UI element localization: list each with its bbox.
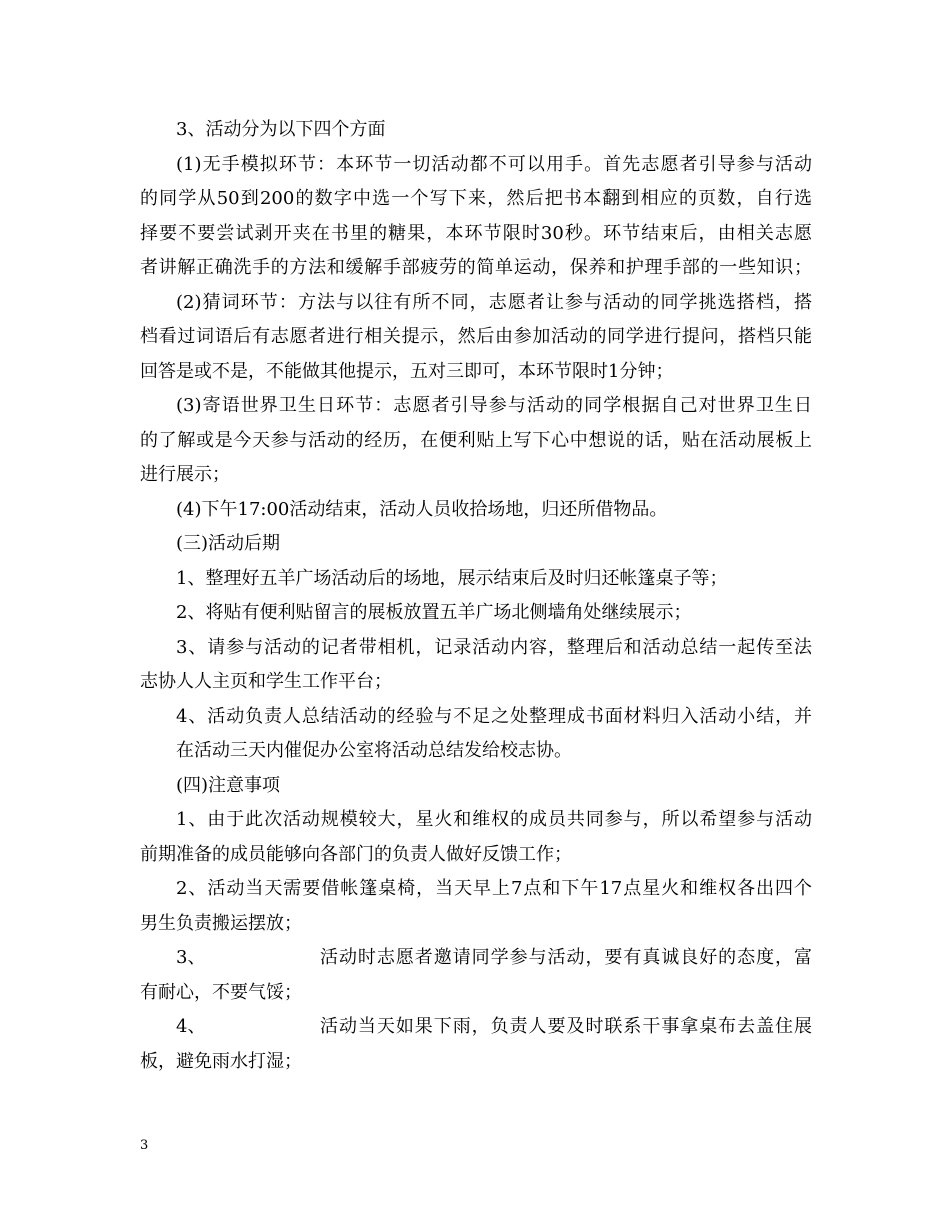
paragraph-line: 2、将贴有便利贴留言的展板放置五羊广场北侧墙角处继续展示； (176, 602, 692, 623)
paragraph-line: 男生负责搬运摆放； (140, 912, 302, 934)
paragraph-line: 的同学从50到200的数字中选一个写下来，然后把书本翻到相应的页数，自行选 (140, 188, 812, 209)
list-number: 4、 (176, 1016, 206, 1037)
paragraph-line: 3、活动分为以下四个方面 (176, 119, 386, 140)
paragraph-line: 择要不要尝试剥开夹在书里的糖果，本环节限时30秒。环节结束后，由相关志愿 (140, 222, 812, 244)
paragraph-line: 进行展示； (140, 464, 230, 485)
paragraph-line: 1、由于此次活动规模较大，星火和维权的成员共同参与，所以希望参与活动 (176, 809, 812, 830)
document-body (140, 113, 812, 1079)
paragraph-line: 在活动三天内催促办公室将活动总结发给校志协。 (176, 740, 572, 761)
paragraph-line: 板，避免雨水打湿； (140, 1050, 302, 1072)
list-text: 活动时志愿者邀请同学参与活动，要有真诚良好的态度，富 (320, 947, 812, 968)
paragraph-line: 有耐心，不要气馁； (140, 981, 302, 1003)
paragraph-line: 志协人人主页和学生工作平台； (140, 671, 392, 692)
paragraph-line: 档看过词语后有志愿者进行相关提示，然后由参加活动的同学进行提问，搭档只能 (140, 326, 812, 347)
paragraph-line: 回答是或不是，不能做其他提示，五对三即可，本环节限时1分钟； (140, 360, 674, 382)
paragraph-line: 者讲解正确洗手的方法和缓解手部疲劳的简单运动，保养和护理手部的一些知识； (140, 257, 812, 278)
paragraph-line: 的了解或是今天参与活动的经历，在便利贴上写下心中想说的话，贴在活动展板上 (140, 429, 812, 451)
section-heading: (三)活动后期 (176, 533, 281, 554)
paragraph-line: (1)无手模拟环节：本环节一切活动都不可以用手。首先志愿者引导参与活动 (176, 153, 812, 175)
section-heading: (四)注意事项 (176, 774, 281, 796)
paragraph-line: 前期准备的成员能够向各部门的负责人做好反馈工作； (140, 843, 572, 865)
list-text: 活动当天如果下雨，负责人要及时联系干事拿桌布去盖住展 (320, 1016, 812, 1037)
paragraph-line: 1、整理好五羊广场活动后的场地，展示结束后及时归还帐篷桌子等； (176, 567, 728, 589)
list-number: 3、 (176, 947, 206, 968)
paragraph-line: (2)猜词环节：方法与以往有所不同，志愿者让参与活动的同学挑选搭档，搭 (176, 291, 812, 313)
paragraph-line: 4、活动负责人总结活动的经验与不足之处整理成书面材料归入活动小结，并 (176, 705, 812, 727)
page-number: 3 (140, 1138, 149, 1153)
paragraph-line: (3)寄语世界卫生日环节：志愿者引导参与活动的同学根据自己对世界卫生日 (176, 395, 812, 416)
paragraph-line: 2、活动当天需要借帐篷桌椅，当天早上7点和下午17点星火和维权各出四个 (176, 878, 812, 899)
paragraph-line (140, 1010, 812, 1045)
paragraph-line: 3、请参与活动的记者带相机，记录活动内容，整理后和活动总结一起传至法 (176, 636, 812, 658)
paragraph-line (140, 941, 812, 976)
paragraph-line: (4)下午17:00活动结束，活动人员收拾场地，归还所借物品。 (176, 498, 668, 520)
